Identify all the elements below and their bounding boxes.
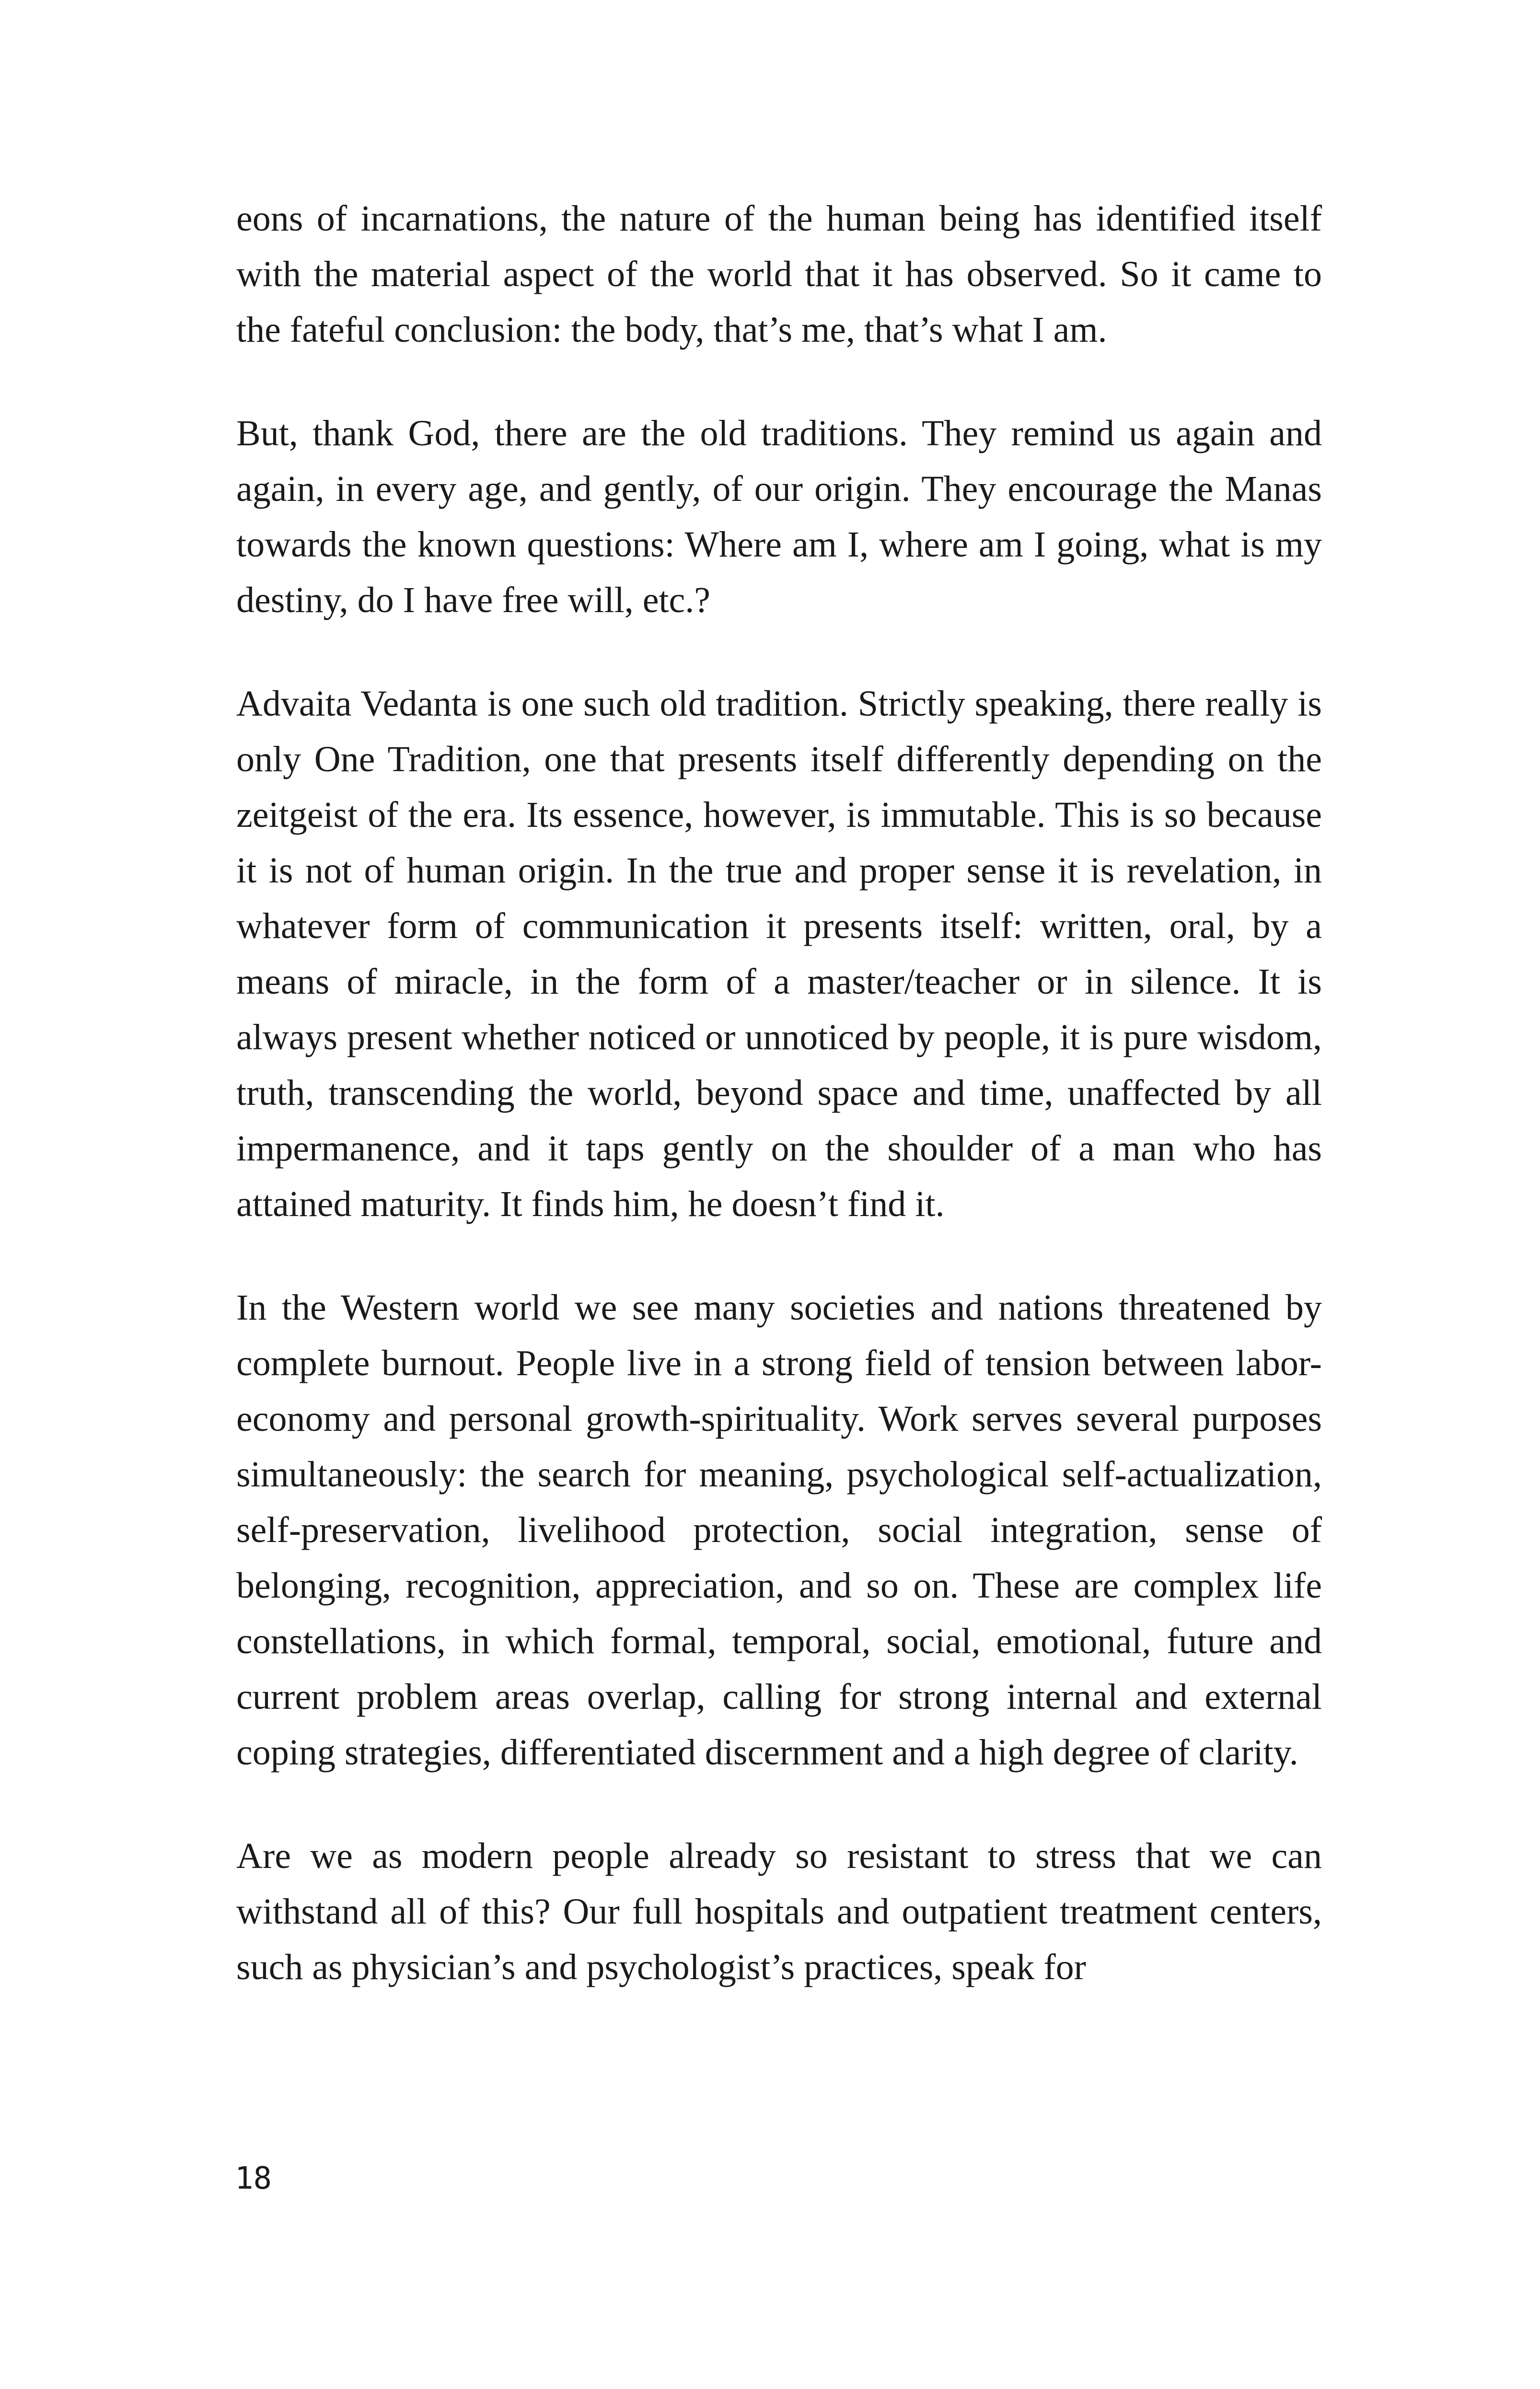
paragraph-2: But, thank God, there are the old traditions. They remind us again and again, in every age, and gently, of our origin. They encourage the Manas towards the known questions: Where am I, where am I going, what is my destiny, do I have free will, etc.? — [236, 413, 1322, 620]
paragraph-3: Advaita Vedanta is one such old tradition. Strictly speaking, there really is only One Tradition, one that presents itself differently depending on the zeitgeist of the era. Its essence, however, is immutable. This is so because it is not of human origin. In the true and proper sense it is revelation, in whatever form of communication it presents itself: written, oral, by a means of miracle, in the form of a master/teacher or in silence. It is always present whether noticed or unnoticed by people, it is pure wisdom, truth, transcending the world, beyond space and time, unaffected by all impermanence, and it taps gently on the shoulder of a man who has attained maturity. It finds him, he doesn’t find it. — [236, 684, 1322, 1224]
page-number: 18 — [235, 2161, 272, 2196]
body-text — [236, 191, 1322, 1995]
paragraph-4: In the Western world we see many societies and nations threatened by complete burnout. People live in a strong field of tension between labor-economy and personal growth-spirituality. Work serves several purposes simultaneously: the search for meaning, psychological self-actualization, self-preservation, livelihood protection, social integration, sense of belonging, recognition, appreciation, and so on. These are complex life constellations, in which formal, temporal, social, emotional, future and current problem areas overlap, calling for strong internal and external coping strategies, differentiated discernment and a high degree of clarity. — [236, 1287, 1322, 1773]
paragraph-1: eons of incarnations, the nature of the human being has identified itself with the material aspect of the world that it has observed. So it came to the fateful conclusion: the body, that’s me, that’s what I am. — [236, 198, 1322, 350]
paragraph-5: Are we as modern people already so resistant to stress that we can withstand all of this? Our full hospitals and outpatient treatment centers, such as physician’s and psychologist’s practices, speak for — [236, 1836, 1322, 1987]
